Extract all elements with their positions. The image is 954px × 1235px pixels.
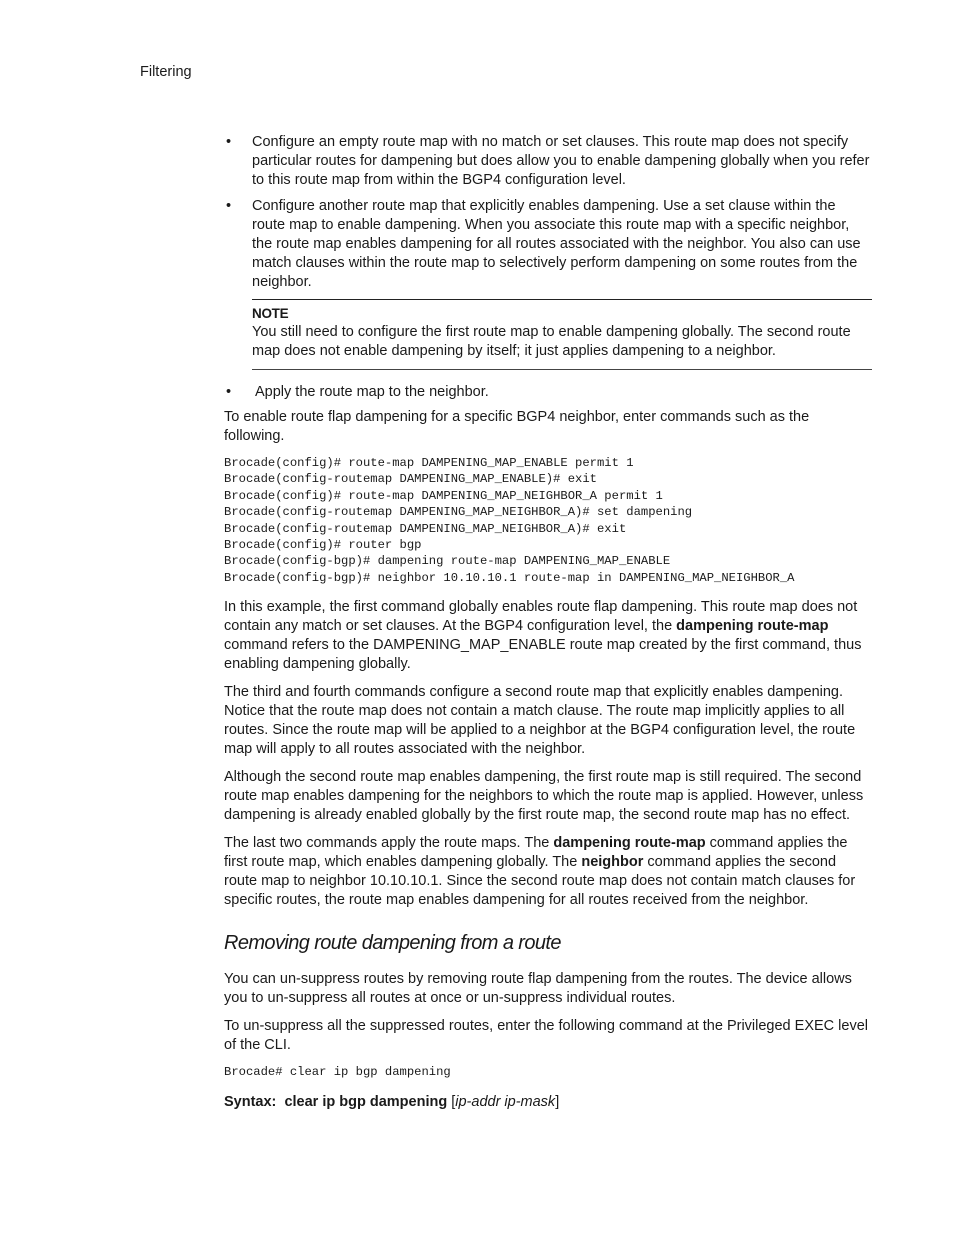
code-line: Brocade(config-routemap DAMPENING_MAP_ENABLE)# exit	[224, 472, 597, 487]
explanation-paragraph-2: The third and fourth commands configure a second route map that explicitly enables dampening. Notice that the route map does not contain a match clause. The route map implicitly applies to all routes. Since the route map will be applied to a neighbor at the BGP4 configuration level, the route map will apply to all routes associated with the neighbor.	[224, 684, 856, 758]
code-line: Brocade(config)# router bgp	[224, 538, 422, 553]
syntax-bracket: [	[451, 1093, 456, 1110]
bullet-icon: •	[226, 134, 232, 150]
code-block	[224, 455, 872, 586]
bullet-item	[224, 197, 872, 292]
text-run: In this example, the first command globally enables route flap dampening. This route map does not contain any match or set clauses. At the BGP4 configuration level, the	[224, 599, 858, 635]
code-line: Brocade(config-routemap DAMPENING_MAP_NEIGHBOR_A)# exit	[224, 521, 627, 536]
code-line: Brocade(config-routemap DAMPENING_MAP_NEIGHBOR_A)# set dampening	[224, 505, 693, 520]
command-name: dampening route-map	[676, 618, 829, 635]
section-paragraph-1: You can un-suppress routes by removing route flap dampening from the routes. The device allows you to un-suppress all routes at once or un-suppress individual routes.	[224, 971, 852, 1007]
syntax-command: clear ip bgp dampening	[284, 1093, 448, 1110]
syntax-label: Syntax:	[224, 1093, 277, 1110]
bullet-text: Configure an empty route map with no match or set clauses. This route map does not specify particular routes for dampening but does allow you to enable dampening globally when you refer to this route map from within the BGP4 configuration level.	[252, 134, 870, 188]
text-run: command refers to the DAMPENING_MAP_ENABLE route map created by the first command, thus enabling dampening globally.	[224, 637, 862, 673]
code-line: Brocade# clear ip bgp dampening	[224, 1065, 451, 1080]
command-name: dampening route-map	[553, 835, 706, 852]
bullet-item	[224, 133, 872, 190]
text-run: command applies the second route map to neighbor 10.10.10.1. Since the second route map does not contain match clauses for specific routes, the route map enables dampening for all routes received from the neighbor.	[224, 854, 856, 909]
intro-paragraph: To enable route flap dampening for a specific BGP4 neighbor, enter commands such as the following.	[224, 409, 810, 444]
bullet-icon: •	[226, 198, 232, 214]
code-line: Brocade(config)# route-map DAMPENING_MAP_NEIGHBOR_A permit 1	[224, 488, 663, 503]
code-line: Brocade(config-bgp)# neighbor 10.10.10.1 route-map in DAMPENING_MAP_NEIGHBOR_A	[224, 570, 795, 585]
bullet-text: Configure another route map that explicitly enables dampening. Use a set clause within the route map to enable dampening. When you associate this route map with a specific neighbor, the route map enables dampening for all routes associated with the neighbor. You also can use match clauses within the route map to selectively perform dampening on some routes from the neighbor.	[252, 198, 861, 290]
section-paragraph-2: To un-suppress all the suppressed routes, enter the following command at the Privileged EXEC level of the CLI.	[224, 1018, 868, 1054]
text-run: The last two commands apply the route maps. The	[224, 835, 554, 852]
explanation-paragraph-4	[224, 834, 872, 910]
bullet-item	[224, 383, 872, 402]
code-line: Brocade(config)# route-map DAMPENING_MAP_ENABLE permit 1	[224, 456, 634, 470]
bullet-text: Apply the route map to the neighbor.	[255, 384, 489, 400]
bullet-list-top	[224, 133, 872, 292]
syntax-args: ip-addr ip-mask	[455, 1093, 556, 1110]
note-label: NOTE	[252, 306, 289, 321]
explanation-paragraph-3: Although the second route map enables dampening, the first route map is still required. The second route map enables dampening for the neighbors to which the route map is applied. However, unless dampening is already enabled globally by the first route map, the second route map has no effect.	[224, 769, 864, 824]
syntax-bracket: ]	[555, 1093, 560, 1110]
explanation-paragraph-1	[224, 598, 872, 674]
page-content	[224, 133, 872, 1121]
syntax-line	[224, 1093, 872, 1112]
bullet-list-apply	[224, 383, 872, 402]
note-box	[252, 299, 872, 370]
bullet-icon: •	[226, 384, 232, 400]
note-text: You still need to configure the first route map to enable dampening globally. The second route map does not enable dampening by itself; it just applies dampening to a neighbor.	[252, 324, 851, 359]
code-line: Brocade(config-bgp)# dampening route-map DAMPENING_MAP_ENABLE	[224, 554, 671, 569]
text-run: command applies the first route map, which enables dampening globally. The	[224, 835, 848, 871]
running-header: Filtering	[140, 64, 192, 80]
code-single	[224, 1064, 872, 1080]
section-heading: Removing route dampening from a route	[224, 932, 561, 955]
command-name: neighbor	[581, 854, 644, 871]
